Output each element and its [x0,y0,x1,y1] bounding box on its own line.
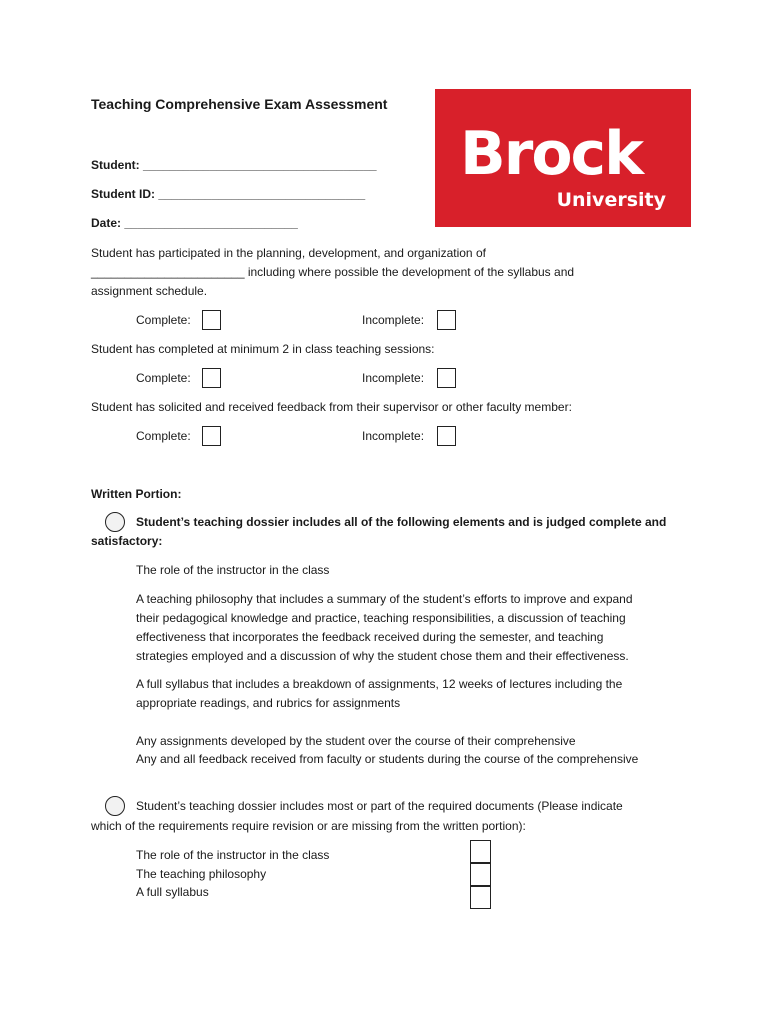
page-title: Teaching Comprehensive Exam Assessment [91,96,388,112]
brock-university-logo [435,89,691,227]
option-1-item: effectiveness that incorporates the feedback received during the semester, and teaching [136,630,604,644]
incomplete-checkbox[interactable] [437,310,456,330]
option-1-item: The role of the instructor in the class [136,563,330,577]
option-1-line-2: satisfactory: [91,534,163,548]
criterion-1-line-2: _______________________ including where possible the development of the syllabus and [91,265,575,279]
option-2-line-1: Student’s teaching dossier includes most or part of the required documents (Please indicate [136,799,623,813]
criterion-2-line-1: Student has completed at minimum 2 in class teaching sessions: [91,342,435,356]
incomplete-label: Incomplete: [362,371,425,385]
complete-checkbox[interactable] [202,426,221,446]
syllabus-checkbox[interactable] [470,886,491,909]
incomplete-checkbox[interactable] [437,368,456,388]
logo-sub-text: University [556,189,666,211]
incomplete-checkbox[interactable] [437,426,456,446]
student-id-field[interactable]: Student ID: _______________________________ [91,187,366,201]
option-1-line-1: Student’s teaching dossier includes all of the following elements and is judged complete and [136,515,667,529]
option-1-item: appropriate readings, and rubrics for assignments [136,696,401,710]
option-1-item: Any assignments developed by the student over the course of their comprehensive [136,734,576,748]
incomplete-label: Incomplete: [362,429,425,443]
criterion-3-line-1: Student has solicited and received feedback from their supervisor or other faculty member: [91,400,572,414]
complete-label: Complete: [136,313,191,327]
option-2-item: A full syllabus [136,885,209,899]
option-1-item: Any and all feedback received from faculty or students during the course of the comprehensive [136,752,639,766]
option-2-radio[interactable] [105,796,125,816]
role-checkbox[interactable] [470,840,491,863]
option-2-line-2: which of the requirements require revision or are missing from the written portion): [91,819,526,833]
option-2-item: The role of the instructor in the class [136,848,330,862]
criterion-1-line-1: Student has participated in the planning, development, and organization of [91,246,486,260]
student-name-field[interactable]: Student: ___________________________________ [91,158,377,172]
logo-main-text: Brock [460,119,643,189]
option-1-item: their pedagogical knowledge and practice, teaching responsibilities, a discussion of teaching [136,611,626,625]
complete-label: Complete: [136,429,191,443]
option-1-item: A teaching philosophy that includes a summary of the student’s efforts to improve and expand [136,592,633,606]
date-field[interactable]: Date: __________________________ [91,216,298,230]
option-1-item: strategies employed and a discussion of why the student chose them and their effectiveness. [136,649,629,663]
criterion-1-line-3: assignment schedule. [91,284,208,298]
complete-label: Complete: [136,371,191,385]
option-1-radio[interactable] [105,512,125,532]
option-2-item: The teaching philosophy [136,867,267,881]
complete-checkbox[interactable] [202,310,221,330]
incomplete-label: Incomplete: [362,313,425,327]
complete-checkbox[interactable] [202,368,221,388]
option-1-item: A full syllabus that includes a breakdown of assignments, 12 weeks of lectures including the [136,677,623,691]
written-portion-heading: Written Portion: [91,487,182,501]
philosophy-checkbox[interactable] [470,863,491,886]
